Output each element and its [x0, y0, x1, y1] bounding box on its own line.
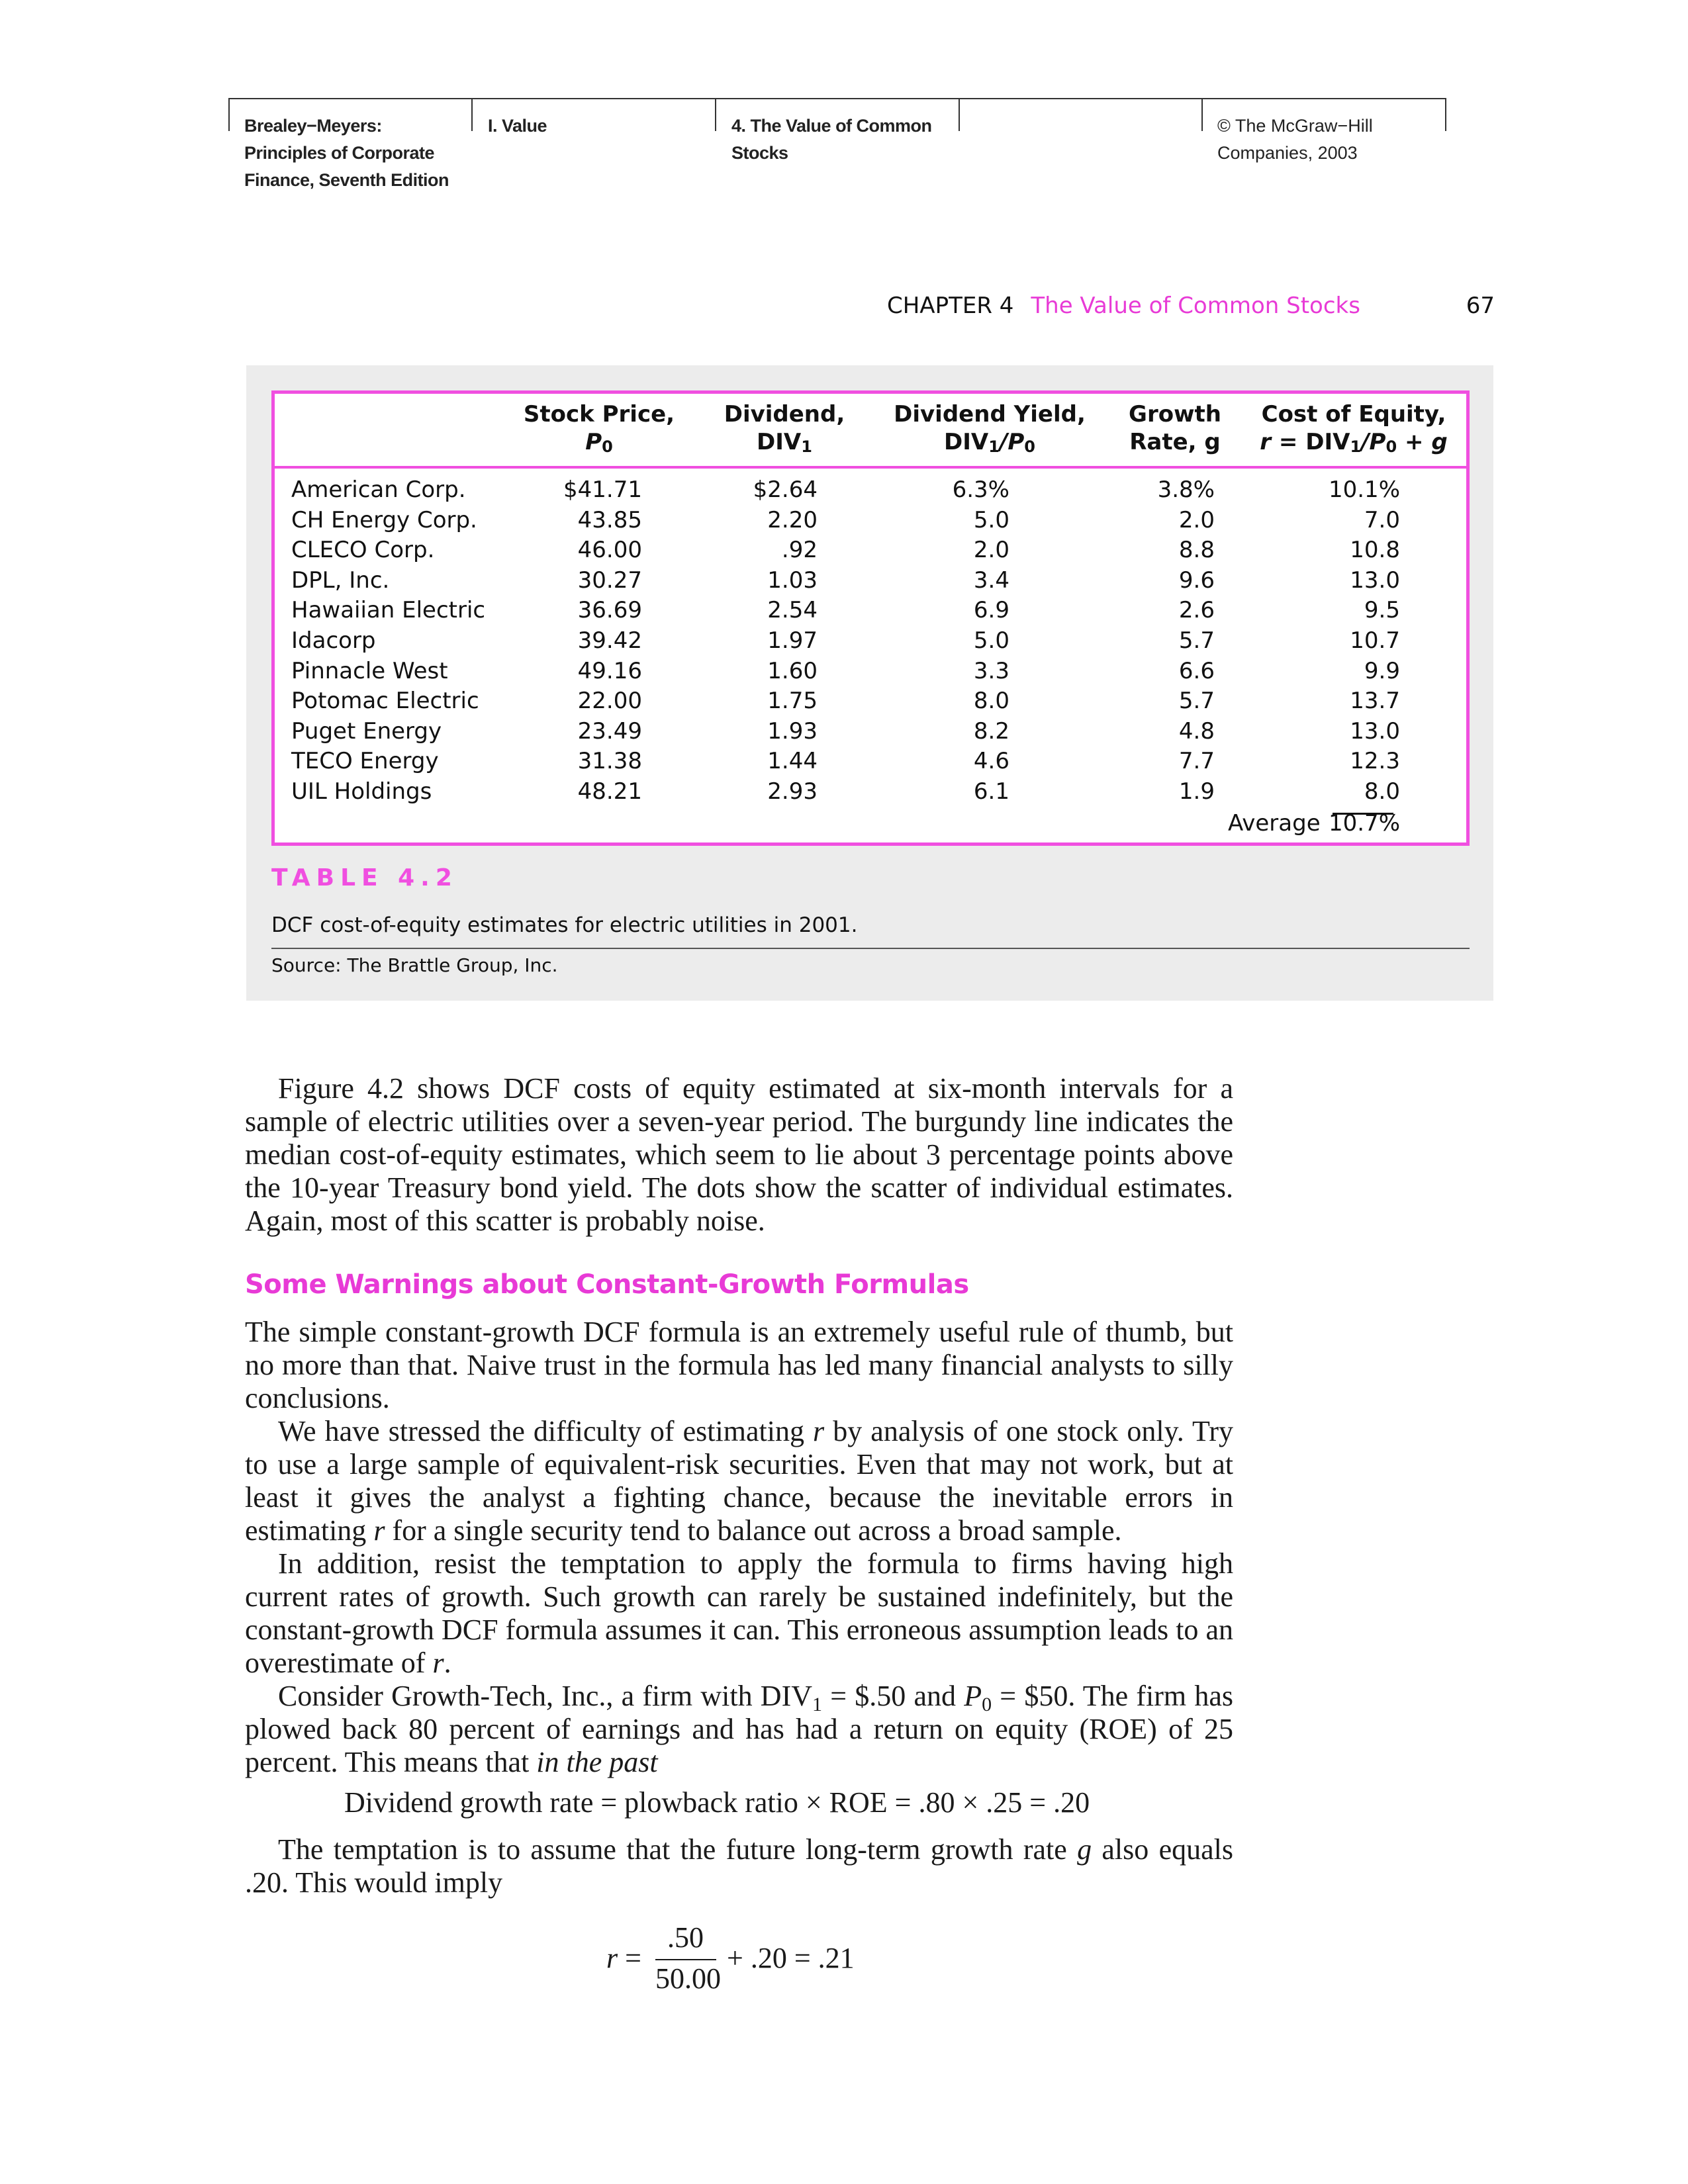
table-cell-cost: 10.8 — [1350, 537, 1400, 564]
table-cell-growth: 1.9 — [1178, 778, 1215, 805]
table-cell-name: Hawaiian Electric — [291, 597, 486, 624]
table-cell-price: 36.69 — [577, 597, 642, 624]
eq-rhs: + .20 = .21 — [727, 1942, 855, 1974]
table-cell-price: $41.71 — [563, 477, 642, 503]
table-cell-growth: 7.7 — [1178, 748, 1215, 775]
fraction-bar — [655, 1959, 716, 1960]
table-cell-dividend: 2.54 — [767, 597, 818, 624]
col-header-growth: Growth Rate, g — [1129, 401, 1221, 455]
table-cell-dividend: 1.60 — [767, 657, 818, 684]
table-cell-price: 49.16 — [577, 657, 642, 684]
table-cell-cost: 13.7 — [1350, 688, 1400, 715]
table-cell-growth: 4.8 — [1178, 717, 1215, 745]
running-title: The Value of Common Stocks — [1031, 293, 1360, 319]
caption-rule — [271, 948, 1470, 949]
table-cell-name: Potomac Electric — [291, 688, 479, 715]
table-cell-growth: 5.7 — [1178, 627, 1215, 654]
table-cell-price: 46.00 — [577, 537, 642, 564]
table-cell-dividend: 1.03 — [767, 567, 818, 594]
col-header-price: Stock Price, $P_0$ — [523, 401, 675, 456]
average-label: Average — [1228, 810, 1321, 837]
table-cell-cost: 9.5 — [1364, 597, 1400, 624]
table-cell-growth: 2.6 — [1178, 597, 1215, 624]
col-header-dividend: Dividend, $DIV_1$ — [724, 401, 845, 456]
table-cell-price: 30.27 — [577, 567, 642, 594]
table-cell-price: 43.85 — [577, 506, 642, 533]
average-value: 10.7% — [1328, 810, 1400, 837]
table-cell-yield: 6.9 — [973, 597, 1009, 624]
eq-lhs: r = — [606, 1942, 641, 1974]
table-cell-dividend: 1.97 — [767, 627, 818, 654]
table-cell-cost: 7.0 — [1364, 506, 1400, 533]
table-cell-yield: 4.6 — [973, 748, 1009, 775]
paragraph-temptation: The temptation is to assume that the future long-term growth rate g also equals .20. This would imply — [245, 1833, 1233, 1899]
table-cell-name: CLECO Corp. — [291, 537, 435, 564]
table-cell-yield: 3.3 — [973, 657, 1009, 684]
table-cell-dividend: $2.64 — [753, 477, 818, 503]
header-divider — [715, 99, 716, 131]
paragraph: We have stressed the difficulty of estimating r by analysis of one stock only. Try to use a large sample of equivalent-risk securities. Even that may not work, but at least it gives the analyst a fighting chance, because the inevitable errors in estimating r for a single security tend to balance out across a broad sample. — [245, 1415, 1234, 1547]
table-cell-growth: 9.6 — [1178, 567, 1215, 594]
table-cell-dividend: 1.44 — [767, 748, 818, 775]
paragraph: In addition, resist the temptation to apply the formula to firms having high current rates of growth. Such growth can rarely be sustained indefinitely, but the constant-growth DCF formula assumes it can. This erroneous assumption leads to an overestimate of r. — [245, 1547, 1233, 1679]
table-cell-price: 39.42 — [577, 627, 642, 654]
table-cell-cost: 10.7 — [1350, 627, 1400, 654]
header-copyright: © The McGraw−Hill Companies, 2003 — [1217, 116, 1373, 163]
paragraph-figure-4-2: Figure 4.2 shows DCF costs of equity estimated at six-month intervals for a sample of electric utilities over a seven-year period. The burgundy line indicates the median cost-of-equity estimates, which seem to lie about 3 percentage points above the 10-year Treasury bond yield. The dots show the scatter of individual estimates. Again, most of this scatter is probably noise. — [245, 1072, 1233, 1237]
running-chapter: CHAPTER 4 — [887, 293, 1014, 319]
table-cell-name: American Corp. — [291, 477, 466, 503]
table-cell-yield: 8.0 — [973, 688, 1009, 715]
table-cell-cost: 12.3 — [1350, 748, 1400, 775]
table-cell-price: 22.00 — [577, 688, 642, 715]
table-cell-name: Idacorp — [291, 627, 376, 654]
table-cell-yield: 6.3% — [952, 477, 1009, 503]
table-caption: DCF cost-of-equity estimates for electric utilities in 2001. — [271, 913, 858, 937]
table-cell-growth: 3.8% — [1157, 477, 1215, 503]
running-head — [887, 293, 1495, 319]
table-cell-yield: 3.4 — [973, 567, 1009, 594]
paragraph: The simple constant-growth DCF formula is an extremely useful rule of thumb, but no more than that. Naive trust in the formula has led many financial analysts to silly conclusions. — [245, 1316, 1233, 1414]
table-cell-yield: 5.0 — [973, 506, 1009, 533]
data-table — [271, 390, 1470, 846]
table-cell-cost: 8.0 — [1364, 778, 1400, 805]
table-cell-name: TECO Energy — [291, 748, 439, 775]
col-header-yield: Dividend Yield, $DIV_1/P_0$ — [894, 401, 1086, 456]
table-cell-name: DPL, Inc. — [291, 567, 390, 594]
section-body — [245, 1316, 1233, 1779]
table-cell-growth: 8.8 — [1178, 537, 1215, 564]
table-cell-price: 31.38 — [577, 748, 642, 775]
page-header — [228, 98, 1446, 199]
page-number: 67 — [1466, 293, 1495, 319]
table-cell-yield: 5.0 — [973, 627, 1009, 654]
table-cell-dividend: 2.20 — [767, 506, 818, 533]
table-cell-yield: 8.2 — [973, 717, 1009, 745]
table-cell-dividend: .92 — [781, 537, 818, 564]
header-part: I. Value — [488, 116, 547, 136]
table-label: TABLE 4.2 — [271, 864, 458, 891]
table-header-rule — [275, 466, 1466, 469]
table-cell-name: UIL Holdings — [291, 778, 432, 805]
equation-dividend-growth: Dividend growth rate = plowback ratio × ROE = .80 × .25 = .20 — [344, 1786, 1090, 1819]
table-cell-growth: 6.6 — [1178, 657, 1215, 684]
header-divider — [1445, 99, 1446, 131]
table-cell-cost: 13.0 — [1350, 567, 1400, 594]
header-divider — [228, 99, 230, 131]
col-header-cost: Cost of Equity, $r = DIV_1/P_0 + g$ — [1260, 401, 1448, 456]
table-cell-name: Puget Energy — [291, 717, 442, 745]
table-cell-price: 48.21 — [577, 778, 642, 805]
header-divider — [1201, 99, 1203, 131]
table-cell-dividend: 1.75 — [767, 688, 818, 715]
eq-denominator: 50.00 — [655, 1962, 721, 1995]
table-cell-cost: 9.9 — [1364, 657, 1400, 684]
header-divider — [471, 99, 473, 131]
header-chapter: 4. The Value of Common Stocks — [731, 116, 932, 163]
header-divider — [959, 99, 960, 131]
section-heading: Some Warnings about Constant-Growth Formulas — [245, 1269, 969, 1300]
paragraph: Consider Growth-Tech, Inc., a firm with $DIV_1$ = $.50 and $P_0$ = $50. The firm has plowed back 80 percent of earnings and has had a return on equity (ROE) of 25 percent. This means that in the past — [245, 1680, 1233, 1778]
table-cell-cost: 13.0 — [1350, 717, 1400, 745]
table-cell-yield: 2.0 — [973, 537, 1009, 564]
table-cell-growth: 5.7 — [1178, 688, 1215, 715]
table-cell-cost: 10.1% — [1328, 477, 1400, 503]
header-book-title: Brealey−Meyers: Principles of Corporate Finance, Seventh Edition — [244, 116, 449, 190]
table-cell-dividend: 2.93 — [767, 778, 818, 805]
table-cell-yield: 6.1 — [973, 778, 1009, 805]
table-cell-dividend: 1.93 — [767, 717, 818, 745]
eq-numerator: .50 — [667, 1921, 704, 1954]
table-cell-price: 23.49 — [577, 717, 642, 745]
table-source: Source: The Brattle Group, Inc. — [271, 954, 558, 976]
table-cell-growth: 2.0 — [1178, 506, 1215, 533]
table-cell-name: Pinnacle West — [291, 657, 448, 684]
table-cell-name: CH Energy Corp. — [291, 506, 477, 533]
